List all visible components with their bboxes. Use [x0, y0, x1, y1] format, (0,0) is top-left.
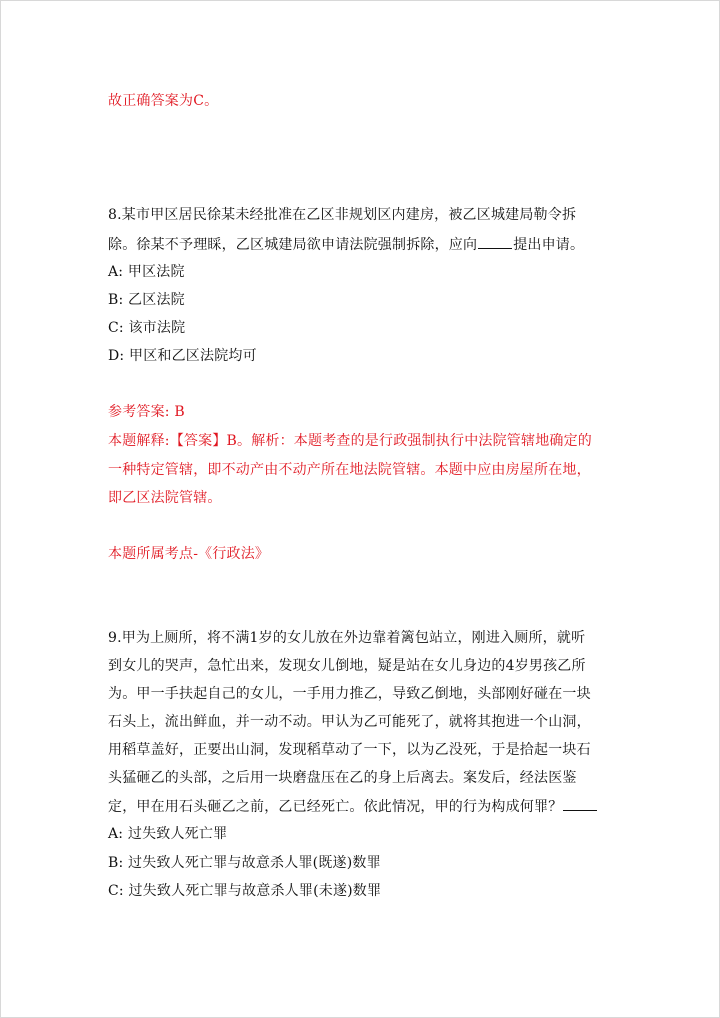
q8-answer-blank	[478, 234, 512, 249]
q8-stem-line-2-before-blank: 除。徐某不予理睬，乙区城建局欲申请法院强制拆除，应向	[108, 237, 478, 253]
q9-stem-line-6: 头猛砸乙的头部，之后用一块磨盘压在乙的身上后离去。案发后，经法医鉴	[108, 770, 577, 786]
q9-option-b: B: 过失致人死亡罪与故意杀人罪(既遂)数罪	[108, 855, 381, 871]
q9-stem-line-4: 石头上，流出鲜血，并一动不动。甲认为乙可能死了，就将其抱进一个山洞，	[108, 714, 591, 730]
q8-option-b: B: 乙区法院	[108, 292, 185, 308]
q9-option-a: A: 过失致人死亡罪	[108, 826, 228, 842]
q9-stem-line-3: 为。甲一手扶起自己的女儿，一手用力推乙，导致乙倒地，头部刚好碰在一块	[108, 686, 591, 702]
q8-option-d: D: 甲区和乙区法院均可	[108, 348, 257, 364]
q8-explanation-line-2: 一种特定管辖，即不动产由不动产所在地法院管辖。本题中应由房屋所在地，	[108, 462, 591, 478]
q8-stem-line-1: 8.某市甲区居民徐某未经批准在乙区非规划区内建房，被乙区城建局勒令拆	[108, 207, 577, 223]
q8-topic: 本题所属考点-《行政法》	[108, 546, 270, 562]
q9-option-c: C: 过失致人死亡罪与故意杀人罪(未遂)数罪	[108, 883, 382, 899]
q8-option-c: C: 该市法院	[108, 320, 186, 336]
q9-stem-line-1: 9.甲为上厕所，将不满1岁的女儿放在外边靠着篱包站立，刚进入厕所，就听	[108, 630, 586, 646]
q8-stem-line-2	[108, 234, 584, 255]
q8-reference-answer: 参考答案: B	[108, 404, 185, 420]
previous-answer-conclusion: 故正确答案为C。	[108, 93, 219, 109]
q8-option-a: A: 甲区法院	[108, 264, 185, 280]
q9-stem-line-5: 用稻草盖好，正要出山洞，发现稻草动了一下，以为乙没死，于是拾起一块石	[108, 742, 591, 758]
q9-answer-blank	[563, 796, 597, 811]
q8-explanation-line-3: 即乙区法院管辖。	[108, 490, 222, 506]
q9-stem-line-2: 到女儿的哭声，急忙出来，发现女儿倒地，疑是站在女儿身边的4岁男孩乙所	[108, 658, 586, 674]
q8-explanation-line-1: 本题解释:【答案】B。解析：本题考查的是行政强制执行中法院管辖地确定的	[108, 433, 593, 449]
q9-stem-line-7-text: 定，甲在用石头砸乙之前，乙已经死亡。依此情况，甲的行为构成何罪？	[108, 799, 563, 815]
q9-stem-line-7	[108, 796, 598, 817]
q8-stem-line-2-after-blank: 提出申请。	[513, 237, 585, 253]
